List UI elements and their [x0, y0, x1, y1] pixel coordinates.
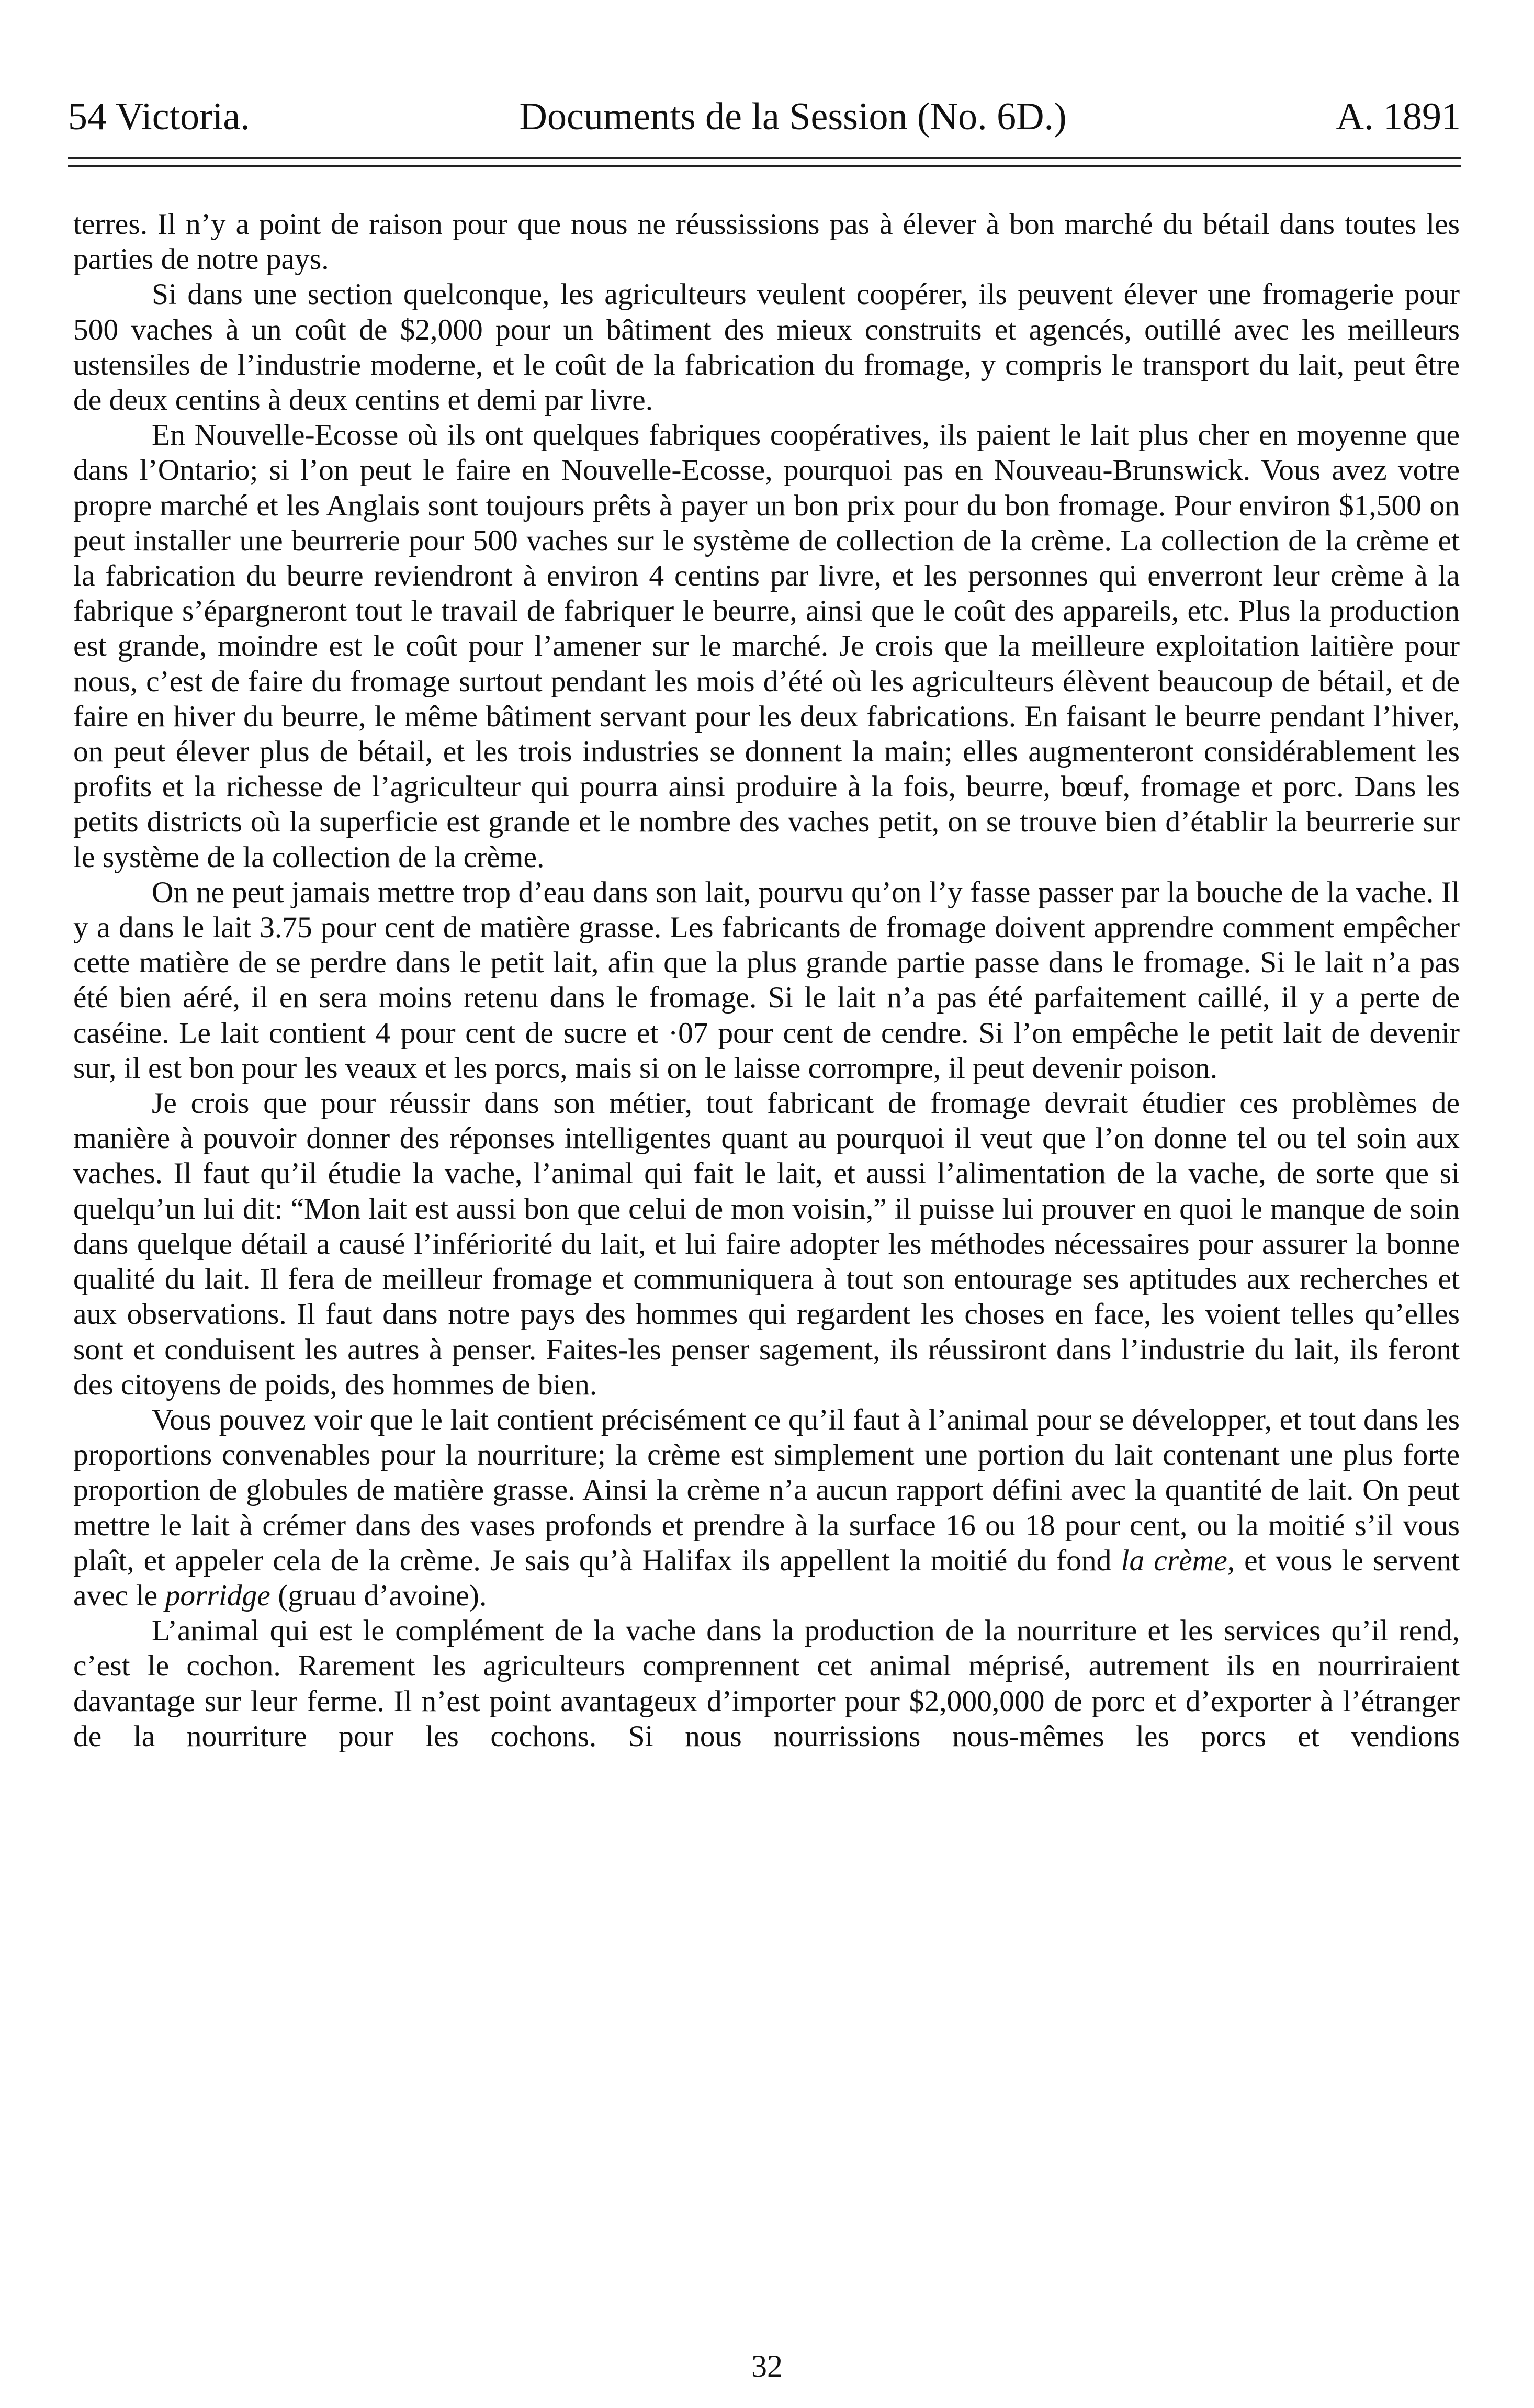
paragraph-creme-text-1: Vous pouvez voir que le lait contient précisément ce qu’il faut à l’animal pour se développer, et tout dans les proportions convenables pour la nourriture; la crème est simplement une portion du lait contenant une plus forte proportion de globules de matière grasse. Ainsi la crème n’a aucun rapport défini avec la quantité de lait. On peut mettre le lait à crémer dans des vases profonds et prendre à la surface 16 ou 18 pour cent, ou la moitié s’il vous plaît, et appeler cela de la crème. Je sais qu’à Halifax ils appellent la moitié du fond	[73, 1403, 1460, 1577]
header-year: A. 1891	[1336, 95, 1461, 138]
paragraph-fabricant: Je crois que pour réussir dans son métier, tout fabricant de fromage devrait étudier ces problèmes de manière à pouvoir donner des réponses intelligentes quant au pourquoi il veut que l’on donne tel ou tel soin aux vaches. Il faut qu’il étudie la vache, l’animal qui fait le lait, et aussi l’alimentation de la vache, de sorte que si quelqu’un lui dit: “Mon lait est aussi bon que celui de mon voisin,” il puisse lui prouver en quoi le manque de soin dans quelque détail a causé l’infériorité du lait, et lui faire adopter les méthodes nécessaires pour assurer la bonne qualité du lait. Il fera de meilleur fromage et communiquera à tout son entourage ses aptitudes aux recherches et aux observations. Il faut dans notre pays des hommes qui regardent les choses en face, les voient telles qu’elles sont et conduisent les autres à penser. Faites-les penser sagement, ils réussiront dans l’industrie du lait, ils feront des citoyens de poids, des hommes de bien.	[73, 1087, 1460, 1401]
paragraph-nouvelle-ecosse: En Nouvelle-Ecosse où ils ont quelques fabriques coopératives, ils paient le lait plus cher en moyenne que dans l’Ontario; si l’on peut le faire en Nouvelle-Ecosse, pourquoi pas en Nouveau-Brunswick. Vous avez votre propre marché et les Anglais sont toujours prêts à payer un bon prix pour du bon fromage. Pour environ $1,500 on peut installer une beurrerie pour 500 vaches sur le système de collection de la crème. La collection de la crème et la fabrication du beurre reviendront à environ 4 centins par livre, et les personnes qui enverront leur crème à la fabrique s’épargneront tout le travail de fabriquer le beurre, ainsi que le coût des appareils, etc. Plus la production est grande, moindre est le coût pour l’amener sur le marché. Je crois que la meilleure exploitation laitière pour nous, c’est de faire du fromage surtout pendant les mois d’été où les agriculteurs élèvent beaucoup de bétail, et de faire en hiver du beurre, le même bâtiment servant pour les deux fabrications. En faisant le beurre pendant l’hiver, on peut élever plus de bétail, et les trois industries se donnent la main; elles augmenteront considérablement les profits et la richesse de l’agriculteur qui pourra ainsi produire à la fois, beurre, bœuf, fromage et porc. Dans les petits districts où la superficie est grande et le nombre des vaches petit, on se trouve bien d’établir la beurrerie sur le système de la collection de la crème.	[73, 419, 1460, 874]
header-title: Documents de la Session (No. 6D.)	[519, 95, 1067, 138]
header-rule-bottom	[68, 165, 1461, 167]
italic-porridge: porridge	[165, 1579, 270, 1612]
header-rule-top	[68, 157, 1461, 159]
paragraph-continuation: terres. Il n’y a point de raison pour que nous ne réussissions pas à élever à bon marché du bétail dans toutes les parties de notre pays.	[73, 208, 1460, 276]
header-volume: 54 Victoria.	[68, 95, 250, 138]
running-header	[68, 78, 1461, 136]
italic-la-creme: la crème	[1121, 1544, 1227, 1577]
body-text	[73, 207, 1460, 1754]
paragraph-fromagerie: Si dans une section quelconque, les agriculteurs veulent coopérer, ils peuvent élever une fromagerie pour 500 vaches à un coût de $2,000 pour un bâtiment des mieux construits et agencés, outillé avec les meilleurs ustensiles de l’industrie moderne, et le coût de la fabrication du fromage, y compris le transport du lait, peut être de deux centins à deux centins et demi par livre.	[73, 278, 1460, 417]
paragraph-eau-lait: On ne peut jamais mettre trop d’eau dans son lait, pourvu qu’on l’y fasse passer par la bouche de la vache. Il y a dans le lait 3.75 pour cent de matière grasse. Les fabricants de fromage doivent apprendre comment empêcher cette matière de se perdre dans le petit lait, afin que la plus grande partie passe dans le fromage. Si le lait n’a pas été bien aéré, il en sera moins retenu dans le fromage. Si le lait n’a pas été parfaitement caillé, il y a perte de caséine. Le lait contient 4 pour cent de sucre et ·07 pour cent de cendre. Si l’on empêche le petit lait de devenir sur, il est bon pour les veaux et les porcs, mais si on le laisse corrompre, il peut devenir poison.	[73, 875, 1460, 1085]
paragraph-cochon: L’animal qui est le complément de la vache dans la production de la nourriture et les services qu’il rend, c’est le cochon. Rarement les agriculteurs comprennent cet animal méprisé, autrement ils en nourriraient davantage sur leur ferme. Il n’est point avantageux d’importer pour $2,000,000 de porc et d’exporter à l’étranger de la nourriture pour les cochons. Si nous nourrissions nous-mêmes les porcs et vendions	[73, 1614, 1460, 1753]
paragraph-creme	[73, 1402, 1460, 1613]
paragraph-creme-text-3: (gruau d’avoine).	[270, 1579, 487, 1612]
paragraph-creme-text-2: , et vous le servent avec le	[73, 1544, 1460, 1612]
page-number: 32	[751, 2349, 783, 2383]
